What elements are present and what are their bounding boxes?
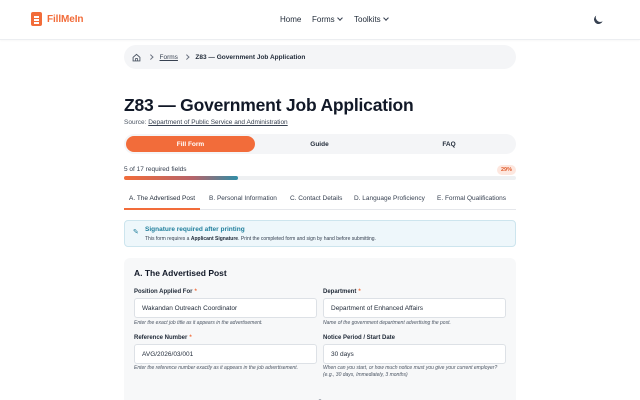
nav-toolkits-menu[interactable] (354, 15, 388, 24)
section-tab-language-proficiency[interactable]: D. Language Proficiency (354, 195, 425, 202)
alert-body-post: . Print the completed form and sign by hand before submitting. (238, 236, 376, 242)
alert-body-bold: Applicant Signature (190, 236, 239, 242)
breadcrumb-current: Z83 — Government Job Application (195, 53, 306, 61)
nav-forms-label: Forms (312, 15, 335, 24)
chevron-down-icon (337, 15, 343, 21)
source-line (124, 119, 288, 126)
section-tab-formal-qualifications[interactable]: E. Formal Qualifications (437, 195, 506, 202)
chevron-down-icon (383, 15, 389, 21)
required-marker: * (189, 335, 192, 341)
signature-alert (124, 220, 516, 247)
nav-home-link[interactable]: Home (280, 15, 302, 24)
progress-percent-badge: 29% (497, 165, 516, 175)
progress-bar-fill (124, 176, 238, 180)
file-icon (31, 12, 42, 26)
department-label-text: Department (323, 289, 357, 295)
reference-input[interactable]: AVG/2026/03/001 (134, 344, 317, 364)
notice-input[interactable]: 30 days (323, 344, 506, 364)
active-tab-indicator (124, 208, 200, 210)
alert-body (145, 236, 376, 242)
source-link[interactable]: Department of Public Service and Administration (148, 119, 288, 126)
brand-logo[interactable] (31, 12, 83, 26)
section-tabs (124, 190, 516, 210)
position-label-text: Position Applied For (134, 289, 193, 295)
form-section-card (124, 258, 516, 400)
progress-bar (124, 176, 516, 180)
moon-icon[interactable] (593, 14, 605, 26)
required-marker: * (358, 289, 361, 295)
department-input[interactable]: Department of Enhanced Affairs (323, 298, 506, 318)
tab-faq[interactable]: FAQ (442, 140, 456, 148)
chevron-right-icon (148, 55, 153, 60)
department-hint: Name of the government department advertising the post. (323, 320, 451, 326)
top-navigation (0, 0, 640, 40)
alert-title: Signature required after printing (145, 226, 245, 233)
reference-hint: Enter the reference number exactly as it appears in the job advertisement. (134, 365, 298, 371)
position-label (134, 289, 197, 295)
progress-label: 5 of 17 required fields (124, 166, 187, 173)
section-tab-contact-details[interactable]: C. Contact Details (290, 195, 343, 202)
pencil-icon: ✎ (133, 229, 139, 236)
section-tab-personal-information[interactable]: B. Personal Information (209, 195, 277, 202)
nav-forms-menu[interactable] (312, 15, 342, 24)
chevron-right-icon (184, 55, 189, 60)
department-label (323, 289, 361, 295)
home-icon[interactable] (132, 53, 141, 62)
brand-name: FillMeIn (47, 13, 84, 25)
alert-body-pre: This form requires a (145, 236, 191, 242)
tab-fill-form[interactable]: Fill Form (126, 136, 255, 152)
required-marker: * (194, 289, 197, 295)
chat-icon[interactable] (314, 392, 326, 400)
tab-guide[interactable]: Guide (310, 140, 329, 148)
source-prefix: Source: (124, 119, 147, 126)
breadcrumb (124, 45, 516, 69)
notice-hint: When can you start, or how much notice must you give your current employer? (e.g., 30 days, Immediately, 3 months) (323, 365, 498, 378)
reference-label-text: Reference Number (134, 335, 188, 341)
notice-label: Notice Period / Start Date (323, 335, 396, 341)
mode-tabs (124, 134, 516, 154)
position-hint: Enter the exact job title as it appears in the advertisement. (134, 320, 263, 326)
page-title: Z83 — Government Job Application (124, 95, 414, 115)
position-input[interactable]: Wakandan Outreach Coordinator (134, 298, 317, 318)
section-tab-advertised-post[interactable]: A. The Advertised Post (129, 195, 195, 202)
section-title: A. The Advertised Post (134, 268, 227, 278)
nav-toolkits-label: Toolkits (354, 15, 381, 24)
breadcrumb-forms-link[interactable]: Forms (159, 53, 178, 61)
reference-label (134, 335, 192, 341)
